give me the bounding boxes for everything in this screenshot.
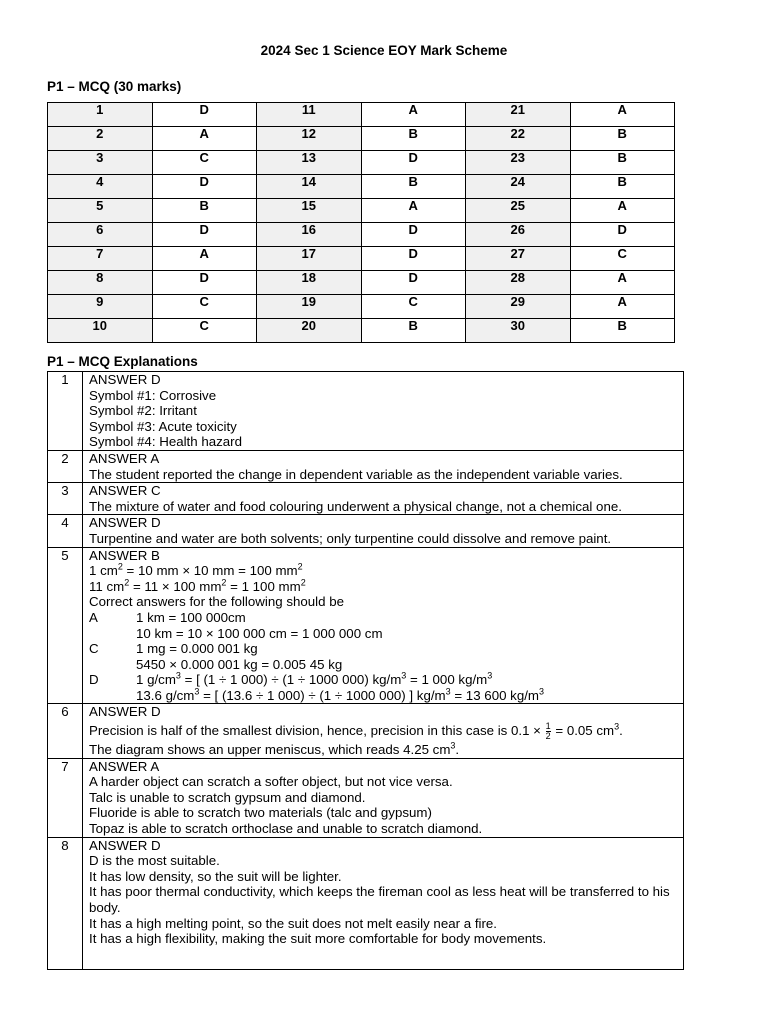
explanation-row xyxy=(48,547,684,704)
explanation-line: 13.6 $g/cm^3$ = [ (13.6 ÷ 1 000) ÷ (1 ÷ 1000 000) ] $kg/m^3 = 13$ 600 $kg/m^3$ xyxy=(136,686,545,703)
answer-cell: C xyxy=(152,151,257,175)
mcq-row xyxy=(48,319,675,343)
answer-cell: A xyxy=(570,103,675,127)
answer-cell: D xyxy=(152,103,257,127)
answer-cell: A xyxy=(570,271,675,295)
explanation-line: C 1 mg = 0.000 001 kg xyxy=(89,641,258,657)
answer-cell: C xyxy=(152,319,257,343)
explanation-row xyxy=(48,372,684,451)
explanation-line: The student reported the change in dependent variable as the independent variable varies. xyxy=(89,466,623,482)
answer-cell: D xyxy=(152,271,257,295)
question-number-cell: 12 xyxy=(257,127,362,151)
explanation-cell xyxy=(83,758,684,837)
question-number-cell: 7 xyxy=(48,247,153,271)
mcq-row xyxy=(48,271,675,295)
explanation-line: Symbol #2: Irritant xyxy=(89,403,197,419)
explanation-row xyxy=(48,758,684,837)
explanation-cell xyxy=(83,372,684,451)
answer-cell: D xyxy=(361,247,466,271)
answer-cell: B xyxy=(570,319,675,343)
explanation-line: Symbol #3: Acute toxicity xyxy=(89,418,237,434)
question-number-cell: 4 xyxy=(48,175,153,199)
question-number-cell: 6 xyxy=(48,223,153,247)
answer-cell: A xyxy=(361,199,466,223)
answer-label: ANSWER A xyxy=(89,758,160,774)
explanation-line: 11 $cm^2 = 11 \times 100$ $mm^2 = 1$ 100 $mm^2$ xyxy=(89,577,306,594)
question-number-cell: 10 xyxy=(48,319,153,343)
answer-cell: D xyxy=(361,271,466,295)
question-number-cell: 28 xyxy=(466,271,571,295)
question-number-cell: 25 xyxy=(466,199,571,223)
question-number-cell: 26 xyxy=(466,223,571,247)
answer-cell: A xyxy=(152,127,257,151)
explanation-line: It has a high melting point, so the suit does not melt easily near a fire. xyxy=(89,915,497,931)
document-title: 2024 Sec 1 Science EOY Mark Scheme xyxy=(260,43,508,58)
question-number-cell: 5 xyxy=(48,199,153,223)
explanation-line: Precision is half of the smallest division, hence, precision in this case is 0.1 × $\frac{1}{2}$ = 0.05 $cm^3$. xyxy=(89,721,623,742)
question-number-cell: 24 xyxy=(466,175,571,199)
explanation-cell xyxy=(83,450,684,482)
explanation-cell xyxy=(83,837,684,969)
explanation-line: Turpentine and water are both solvents; only turpentine could dissolve and remove paint. xyxy=(89,530,612,546)
mcq-row xyxy=(48,151,675,175)
mcq-row xyxy=(48,175,675,199)
answer-cell: D xyxy=(570,223,675,247)
explanation-line: The mixture of water and food colouring underwent a physical change, not a chemical one. xyxy=(89,498,622,514)
explanation-row xyxy=(48,450,684,482)
question-number-cell: 23 xyxy=(466,151,571,175)
mcq-row xyxy=(48,295,675,319)
answer-cell: D xyxy=(152,223,257,247)
explanation-line: 1 $cm^2 = 10$ mm × 10 mm = 100 $mm^2$ xyxy=(89,561,303,579)
explanation-line: Symbol #4: Health hazard xyxy=(89,434,242,450)
answer-cell: B xyxy=(361,127,466,151)
mcq-row xyxy=(48,199,675,223)
explanation-row xyxy=(48,515,684,547)
explanation-cell xyxy=(83,704,684,758)
explanation-cell xyxy=(83,483,684,515)
answer-cell: A xyxy=(570,199,675,223)
explanation-line: A harder object can scratch a softer object, but not vice versa. xyxy=(89,774,453,790)
mcq-answer-table xyxy=(47,102,675,343)
fraction: $\frac{1}{2}$ xyxy=(545,721,551,742)
mcq-row xyxy=(48,247,675,271)
answer-label: ANSWER D xyxy=(89,704,161,720)
explanation-cell xyxy=(83,515,684,547)
question-number-cell: 15 xyxy=(257,199,362,223)
question-number: 5 xyxy=(48,547,83,704)
question-number: 7 xyxy=(48,758,83,837)
explanation-row xyxy=(48,704,684,758)
question-number-cell: 2 xyxy=(48,127,153,151)
question-number: 8 xyxy=(48,837,83,969)
answer-cell: C xyxy=(570,247,675,271)
answer-label: ANSWER D xyxy=(89,515,161,531)
answer-cell: B xyxy=(570,127,675,151)
answer-cell: D xyxy=(152,175,257,199)
answer-label: ANSWER A xyxy=(89,450,160,466)
explanation-line: It has a high flexibility, making the suit more comfortable for body movements. xyxy=(89,931,547,947)
explanation-line: It has poor thermal conductivity, which keeps the fireman cool as less heat will be transferred to his body. xyxy=(89,884,670,915)
question-number-cell: 13 xyxy=(257,151,362,175)
question-number-cell: 1 xyxy=(48,103,153,127)
question-number-cell: 22 xyxy=(466,127,571,151)
mcq-row xyxy=(48,103,675,127)
question-number: 4 xyxy=(48,515,83,547)
answer-cell: C xyxy=(361,295,466,319)
explanation-row xyxy=(48,483,684,515)
mcq-row xyxy=(48,127,675,151)
answer-cell: C xyxy=(152,295,257,319)
question-number-cell: 30 xyxy=(466,319,571,343)
explanation-line: Topaz is able to scratch orthoclase and unable to scratch diamond. xyxy=(89,821,483,837)
mcq-heading: P1 – MCQ (30 marks) xyxy=(47,79,182,94)
question-number: 2 xyxy=(48,450,83,482)
explanation-line: A 1 km = 100 000cm xyxy=(89,609,246,625)
explanation-line: 5450 × 0.000 001 kg = 0.005 45 kg xyxy=(136,656,343,672)
question-number-cell: 20 xyxy=(257,319,362,343)
explanation-line: Talc is unable to scratch gypsum and diamond. xyxy=(89,789,366,805)
answer-cell: A xyxy=(361,103,466,127)
answer-label: ANSWER D xyxy=(89,372,161,387)
question-number-cell: 19 xyxy=(257,295,362,319)
question-number-cell: 27 xyxy=(466,247,571,271)
explanation-line: Symbol #1: Corrosive xyxy=(89,387,217,403)
question-number-cell: 17 xyxy=(257,247,362,271)
question-number-cell: 14 xyxy=(257,175,362,199)
answer-cell: D xyxy=(361,223,466,247)
answer-cell: B xyxy=(361,175,466,199)
question-number-cell: 21 xyxy=(466,103,571,127)
explanation-line: D is the most suitable. xyxy=(89,853,220,869)
explanation-line: Correct answers for the following should be xyxy=(89,594,344,610)
answer-label: ANSWER D xyxy=(89,837,161,853)
answer-cell: B xyxy=(152,199,257,223)
question-number-cell: 18 xyxy=(257,271,362,295)
question-number-cell: 11 xyxy=(257,103,362,127)
explanation-line: D 1 $g/cm^3$ = [ (1 ÷ 1 000) ÷ (1 ÷ 1000 000) $kg/m^3 = 1$ 000 $kg/m^3$ xyxy=(89,670,493,688)
answer-cell: A xyxy=(152,247,257,271)
question-number-cell: 3 xyxy=(48,151,153,175)
answer-cell: B xyxy=(570,175,675,199)
explanations-heading: P1 – MCQ Explanations xyxy=(47,354,198,369)
answer-cell: B xyxy=(570,151,675,175)
answer-label: ANSWER B xyxy=(89,547,160,563)
question-number-cell: 8 xyxy=(48,271,153,295)
question-number-cell: 16 xyxy=(257,223,362,247)
explanation-line: Fluoride is able to scratch two materials (talc and gypsum) xyxy=(89,805,432,821)
question-number: 1 xyxy=(48,372,83,451)
explanation-cell xyxy=(83,547,684,704)
mcq-row xyxy=(48,223,675,247)
explanation-line: 10 km = 10 × 100 000 cm = 1 000 000 cm xyxy=(136,625,383,641)
explanation-line: It has low density, so the suit will be lighter. xyxy=(89,868,342,884)
explanations-table xyxy=(47,371,684,970)
answer-cell: B xyxy=(361,319,466,343)
answer-cell: A xyxy=(570,295,675,319)
answer-label: ANSWER C xyxy=(89,483,161,499)
answer-cell: D xyxy=(361,151,466,175)
question-number: 3 xyxy=(48,483,83,515)
explanation-line: The diagram shows an upper meniscus, which reads 4.25 $cm^3$. xyxy=(89,740,460,758)
explanation-row xyxy=(48,837,684,969)
question-number-cell: 29 xyxy=(466,295,571,319)
question-number: 6 xyxy=(48,704,83,758)
question-number-cell: 9 xyxy=(48,295,153,319)
